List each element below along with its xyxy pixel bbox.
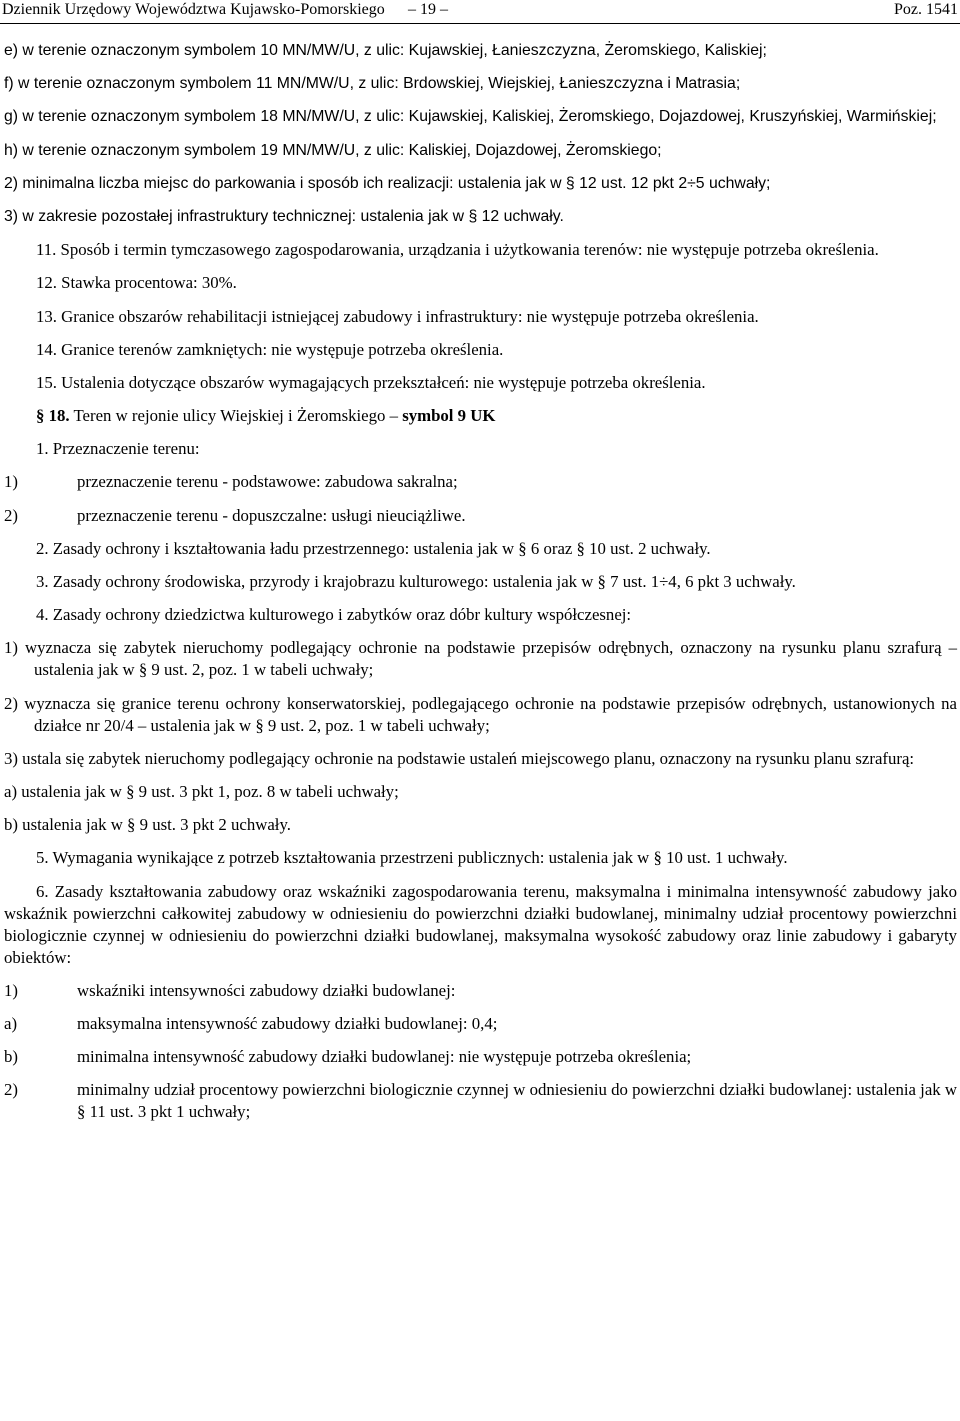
header-rule <box>0 23 960 24</box>
p18-s4-item-1: 1) wyznacza się zabytek nieruchomy podlegający ochronie na podstawie przepisów odrębnych, oznaczony na rysunku planu szrafurą – ustalenia jak w § 9 ust. 2, poz. 1 w tabeli uchwały; <box>4 638 957 680</box>
p18-s4-item-3a: a) ustalenia jak w § 9 ust. 3 pkt 1, poz. 8 w tabeli uchwały; <box>4 781 399 801</box>
p18-s4-item-3: 3) ustala się zabytek nieruchomy podlegający ochronie na podstawie ustaleń miejscowego planu, oznaczony na rysunku planu szrafurą: <box>4 748 915 768</box>
p18-section-6: 6. Zasady kształtowania zabudowy oraz wskaźniki zagospodarowania terenu, maksymalna i minimalna intensywność zabudowy jako wskaźnik powierzchni całkowitej zabudowy w odniesieniu do powierzchni działki budowlanej, minimalny udział procentowy powierzchni biologicznie czynnej w odniesieniu do powierzchni działki budowlanej, maksymalna wysokość zabudowy oraz linie zabudowy i gabaryty obiektów: <box>4 881 957 967</box>
p18-s6-item-2 <box>4 1079 957 1123</box>
page-header <box>0 0 960 24</box>
point-2: 2) minimalna liczba miejsc do parkowania i sposób ich realizacji: ustalenia jak w § 12 ust. 12 pkt 2÷5 uchwały; <box>4 174 771 192</box>
item-number: 2) <box>4 505 18 525</box>
item-number: b) <box>4 1047 18 1067</box>
p18-section-4: 4. Zasady ochrony dziedzictwa kulturowego i zabytków oraz dóbr kultury współczesnej: <box>36 605 632 625</box>
section-14: 14. Granice terenów zamkniętych: nie występuje potrzeba określenia. <box>36 339 504 359</box>
section-15: 15. Ustalenia dotyczące obszarów wymagających przekształceń: nie występuje potrzeba określenia. <box>36 372 706 392</box>
p18-section-5: 5. Wymagania wynikające z potrzeb kształtowania przestrzeni publicznych: ustalenia jak w § 10 ust. 1 uchwały. <box>36 848 788 868</box>
item-f: f) w terenie oznaczonym symbolem 11 MN/MW/U, z ulic: Brdowskiej, Wiejskiej, Łanieszczyzna i Matrasia; <box>4 75 741 93</box>
section-11: 11. Sposób i termin tymczasowego zagospodarowania, urządzania i użytkowania terenów: nie występuje potrzeba określenia. <box>36 240 879 260</box>
item-text: maksymalna intensywność zabudowy działki budowlanej: 0,4; <box>77 1013 498 1033</box>
position-number: Poz. 1541 <box>894 1 958 18</box>
section-12: 12. Stawka procentowa: 30%. <box>36 273 237 293</box>
p18-section-1: 1. Przeznaczenie terenu: <box>36 439 200 459</box>
item-text: przeznaczenie terenu - podstawowe: zabudowa sakralna; <box>77 472 458 492</box>
item-number: 2) <box>4 1080 18 1100</box>
p18-s4-item-3b: b) ustalenia jak w § 9 ust. 3 pkt 2 uchwały. <box>4 815 291 835</box>
p18-s4-item-2: 2) wyznacza się granice terenu ochrony konserwatorskiej, podlegającego ochronie na podstawie przepisów odrębnych, ustanowionych na działce nr 20/4 – ustalenia jak w § 9 ust. 2, poz. 1 w tabeli uchwały; <box>4 693 957 735</box>
item-text: minimalny udział procentowy powierzchni biologicznie czynnej w odniesieniu do powierzchni działki budowlanej: ustalenia jak w § 11 ust. 3 pkt 1 uchwały; <box>77 1080 957 1122</box>
p18-s1-item-1 <box>4 471 957 493</box>
p18-s1-item-2 <box>4 505 957 527</box>
p18-s6-item-1 <box>4 980 957 1002</box>
item-h: h) w terenie oznaczonym symbolem 19 MN/MW/U, z ulic: Kaliskiej, Dojazdowej, Żeromskiego; <box>4 141 662 159</box>
paragraph-number: § 18. <box>36 406 70 426</box>
p18-s6-item-1b <box>4 1046 957 1068</box>
document-body <box>4 40 957 1134</box>
item-text: wskaźniki intensywności zabudowy działki budowlanej: <box>77 980 456 1000</box>
journal-title: Dziennik Urzędowy Województwa Kujawsko-Pomorskiego <box>2 1 385 18</box>
item-e: e) w terenie oznaczonym symbolem 10 MN/MW/U, z ulic: Kujawskiej, Łanieszczyzna, Żeromskiego, Kaliskiej; <box>4 42 767 59</box>
section-13: 13. Granice obszarów rehabilitacji istniejącej zabudowy i infrastruktury: nie występuje potrzeba określenia. <box>36 306 759 326</box>
p18-section-2: 2. Zasady ochrony i kształtowania ładu przestrzennego: ustalenia jak w § 6 oraz § 10 ust. 2 uchwały. <box>36 538 711 558</box>
item-number: a) <box>4 1013 18 1033</box>
item-number: 1) <box>4 980 18 1000</box>
paragraph-18-heading <box>4 405 957 427</box>
page-number: – 19 – <box>408 1 448 18</box>
item-number: 1) <box>4 472 18 492</box>
paragraph-title: Teren w rejonie ulicy Wiejskiej i Żeromskiego – <box>73 406 398 426</box>
p18-s6-item-1a <box>4 1013 957 1035</box>
item-text: przeznaczenie terenu - dopuszczalne: usługi nieuciążliwe. <box>77 505 466 525</box>
item-text: minimalna intensywność zabudowy działki budowlanej: nie występuje potrzeba określenia; <box>77 1047 692 1067</box>
paragraph-symbol: symbol 9 UK <box>402 406 496 426</box>
item-g: g) w terenie oznaczonym symbolem 18 MN/MW/U, z ulic: Kujawskiej, Kaliskiej, Żeromskiego, Dojazdowej, Kruszyńskiej, Warmińskiej; <box>4 108 937 126</box>
point-3: 3) w zakresie pozostałej infrastruktury technicznej: ustalenia jak w § 12 uchwały. <box>4 207 564 225</box>
p18-section-3: 3. Zasady ochrony środowiska, przyrody i krajobrazu kulturowego: ustalenia jak w § 7 ust. 1÷4, 6 pkt 3 uchwały. <box>36 572 796 591</box>
